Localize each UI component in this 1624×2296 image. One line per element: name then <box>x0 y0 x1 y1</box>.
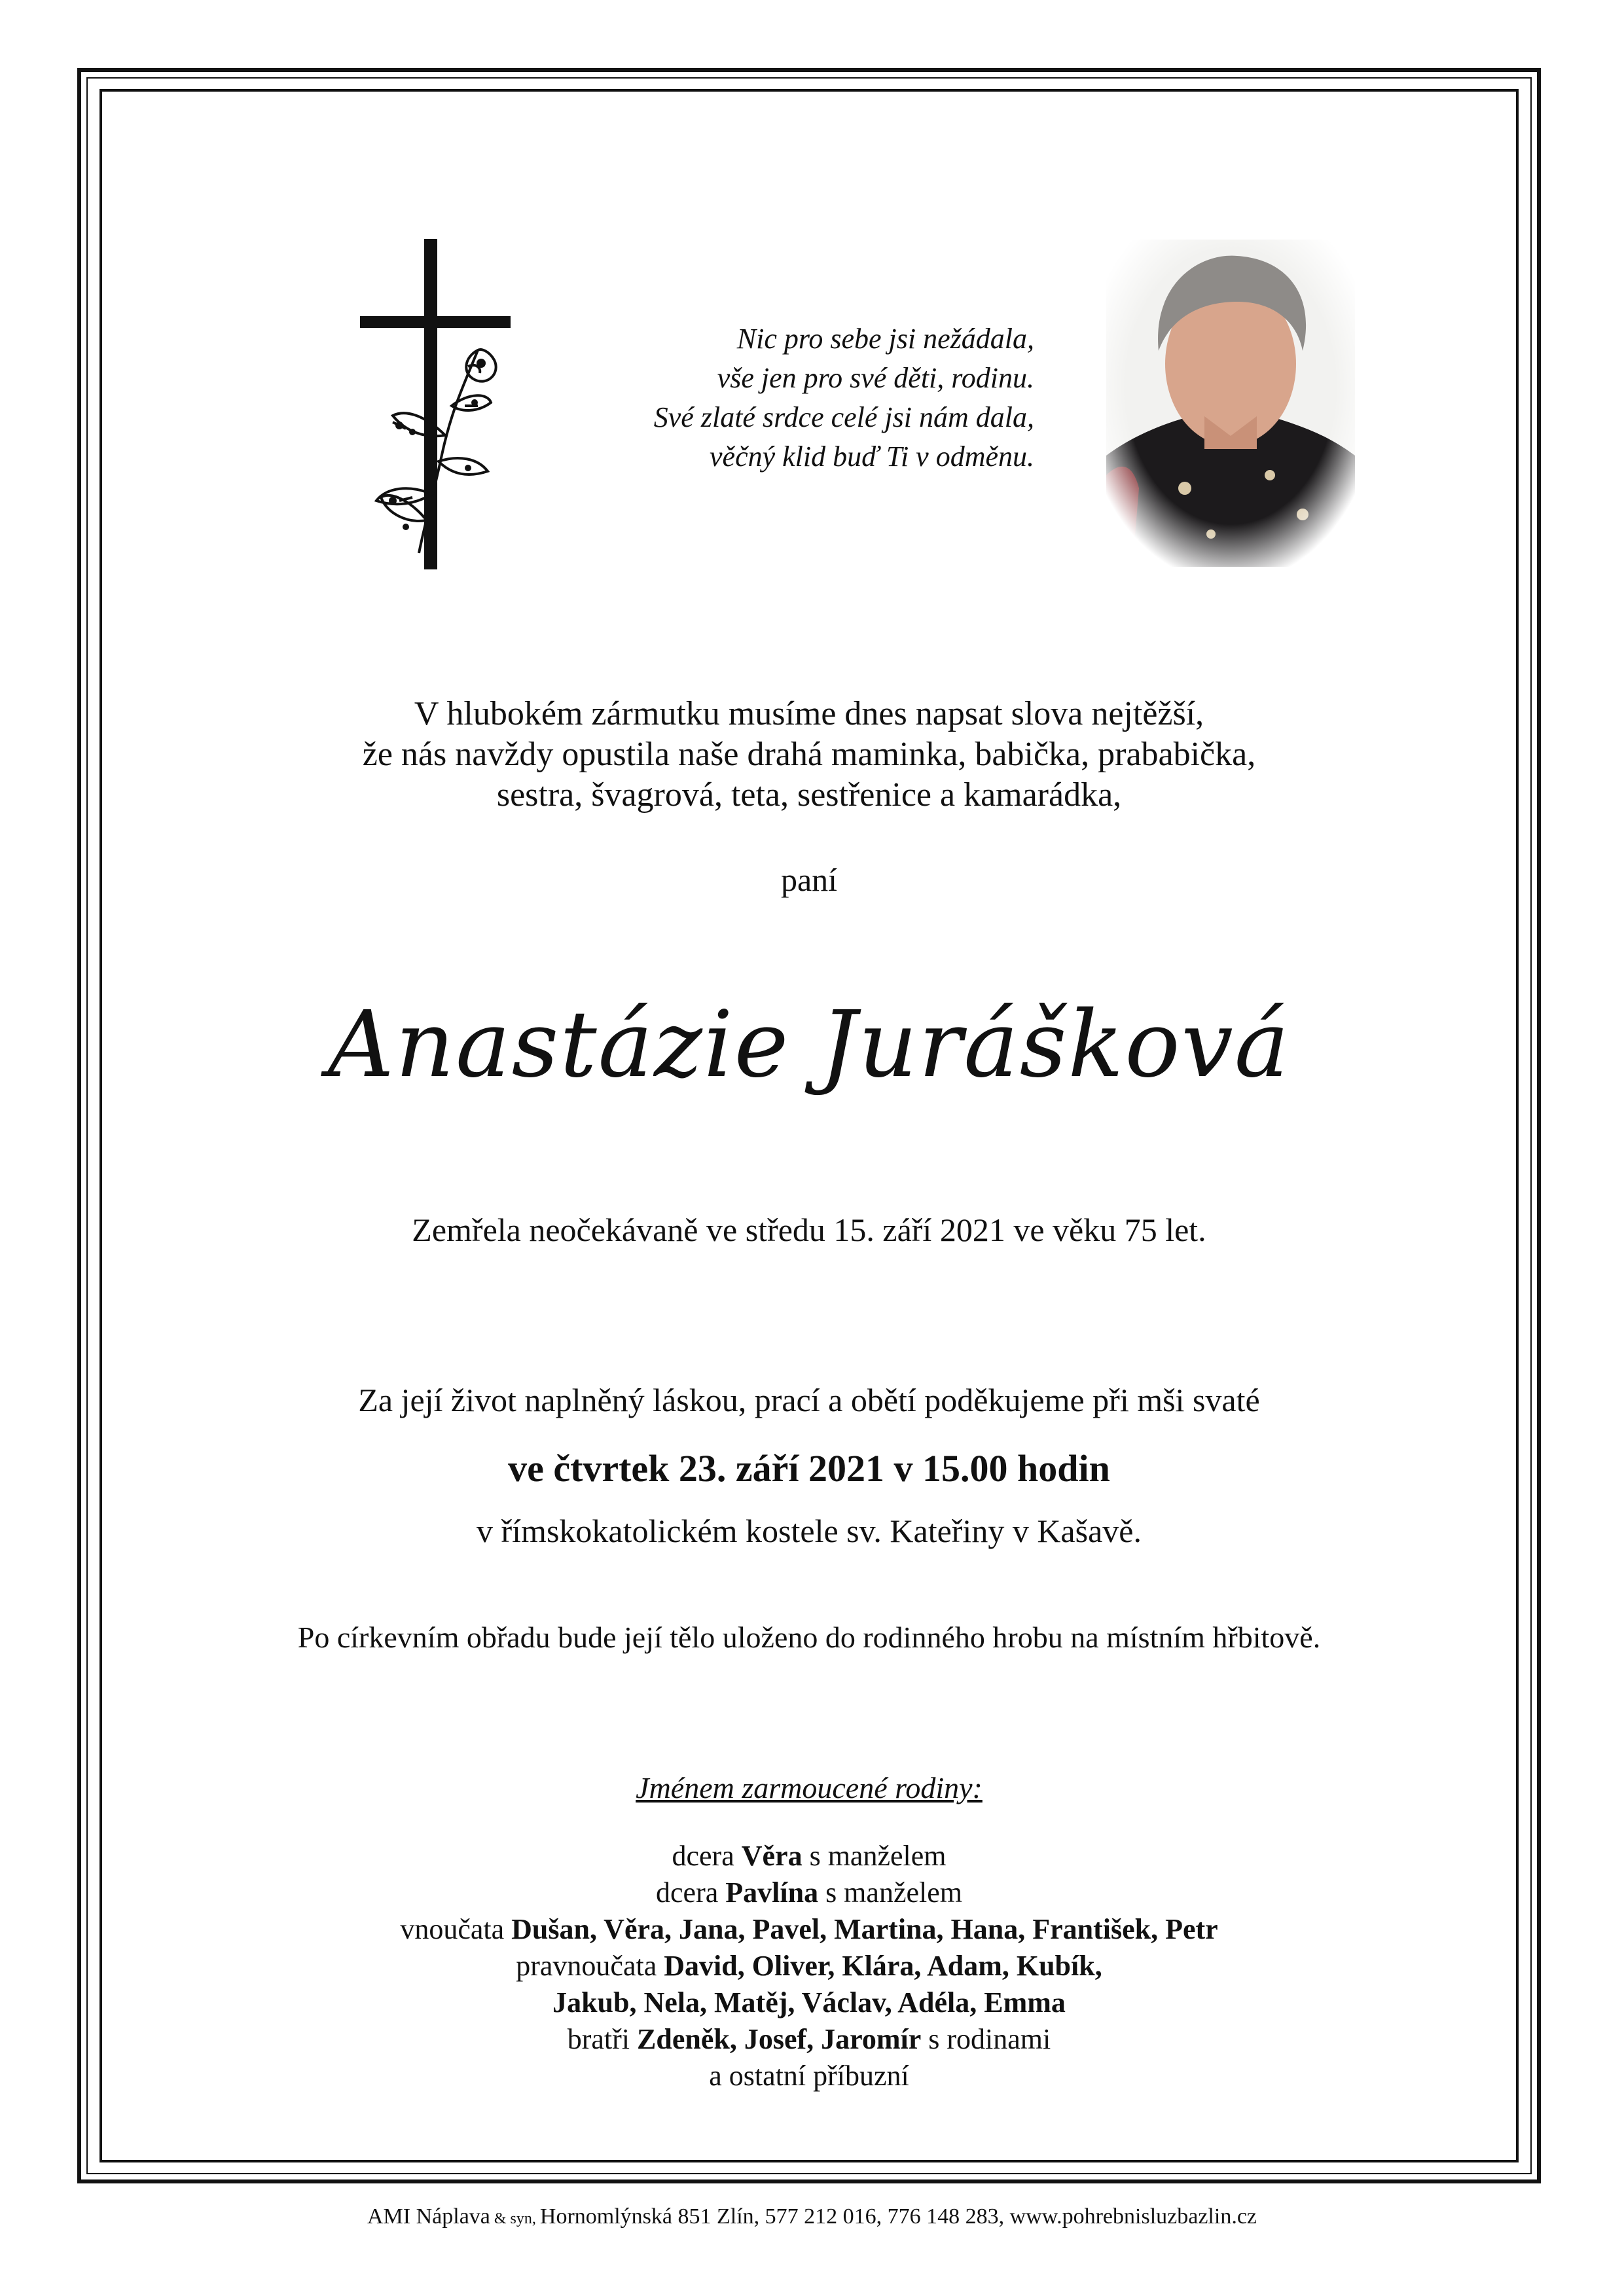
portrait-photo <box>1106 240 1355 567</box>
intro-text <box>99 694 1519 816</box>
relative-names: David, Oliver, Klára, Adam, Kubík, <box>664 1950 1102 1982</box>
relation: pravnoučata <box>516 1950 664 1982</box>
funeral-service-footer <box>0 2204 1624 2229</box>
family-heading: Jménem zarmoucené rodiny: <box>636 1771 983 1804</box>
mass-intro: Za její život naplněný láskou, prací a obětí poděkujeme při mši svaté <box>358 1382 1260 1418</box>
cross-with-rose-icon <box>353 239 524 573</box>
family-line <box>99 1874 1519 1911</box>
poem-line: Nic pro sebe jsi nežádala, <box>736 323 1034 355</box>
poem-line: věčný klid buď Ti v odměnu. <box>710 440 1034 473</box>
footer-amp: & syn, <box>490 2210 540 2227</box>
burial-notice: Po církevním obřadu bude její tělo uloženo do rodinného hrobu na místním hřbitově. <box>297 1621 1321 1654</box>
poem-line: Své zlaté srdce celé jsi nám dala, <box>653 401 1034 433</box>
mass-place: v římskokatolickém kostele sv. Kateřiny v Kašavě. <box>477 1513 1142 1549</box>
family-line <box>99 2021 1519 2058</box>
family-line <box>99 1911 1519 1948</box>
relation: dcera <box>656 1876 726 1909</box>
relation: dcera <box>672 1840 742 1872</box>
relative-name: Pavlína <box>725 1876 819 1909</box>
family-line <box>99 1948 1519 1984</box>
relative-names: Zdeněk, Josef, Jaromír <box>637 2023 922 2055</box>
intro-line: sestra, švagrová, teta, sestřenice a kamarádka, <box>496 776 1122 814</box>
death-notice: Zemřela neočekávaně ve středu 15. září 2021 ve věku 75 let. <box>412 1211 1206 1248</box>
relation-suffix: s manželem <box>802 1840 947 1872</box>
relation-suffix: s rodinami <box>921 2023 1051 2055</box>
relation: vnoučata <box>400 1913 512 1945</box>
relative-names: Dušan, Věra, Jana, Pavel, Martina, Hana, František, Petr <box>511 1913 1218 1945</box>
intro-line: že nás navždy opustila naše drahá maminka, babička, prababička, <box>362 736 1256 773</box>
family-line: a ostatní příbuzní <box>709 2060 909 2092</box>
footer-company: AMI Náplava <box>367 2204 490 2229</box>
memorial-poem <box>511 319 1034 476</box>
family-line <box>99 1984 1519 2021</box>
deceased-name: Anastázie Jurášková <box>327 992 1291 1098</box>
footer-contact: Hornomlýnská 851 Zlín, 577 212 016, 776 148 283, www.pohrebnisluzbazlin.cz <box>539 2204 1257 2229</box>
family-line <box>99 1838 1519 1874</box>
title-word: paní <box>780 861 838 898</box>
mass-datetime: ve čtvrtek 23. září 2021 v 15.00 hodin <box>508 1447 1110 1490</box>
relative-names: Jakub, Nela, Matěj, Václav, Adéla, Emma <box>552 1986 1066 2018</box>
family-list <box>99 1838 1519 2094</box>
intro-line: V hlubokém zármutku musíme dnes napsat slova nejtěžší, <box>414 695 1204 732</box>
relative-name: Věra <box>741 1840 803 1872</box>
relation-suffix: s manželem <box>818 1876 962 1909</box>
relation: bratři <box>567 2023 638 2055</box>
poem-line: vše jen pro své děti, rodinu. <box>717 362 1034 394</box>
